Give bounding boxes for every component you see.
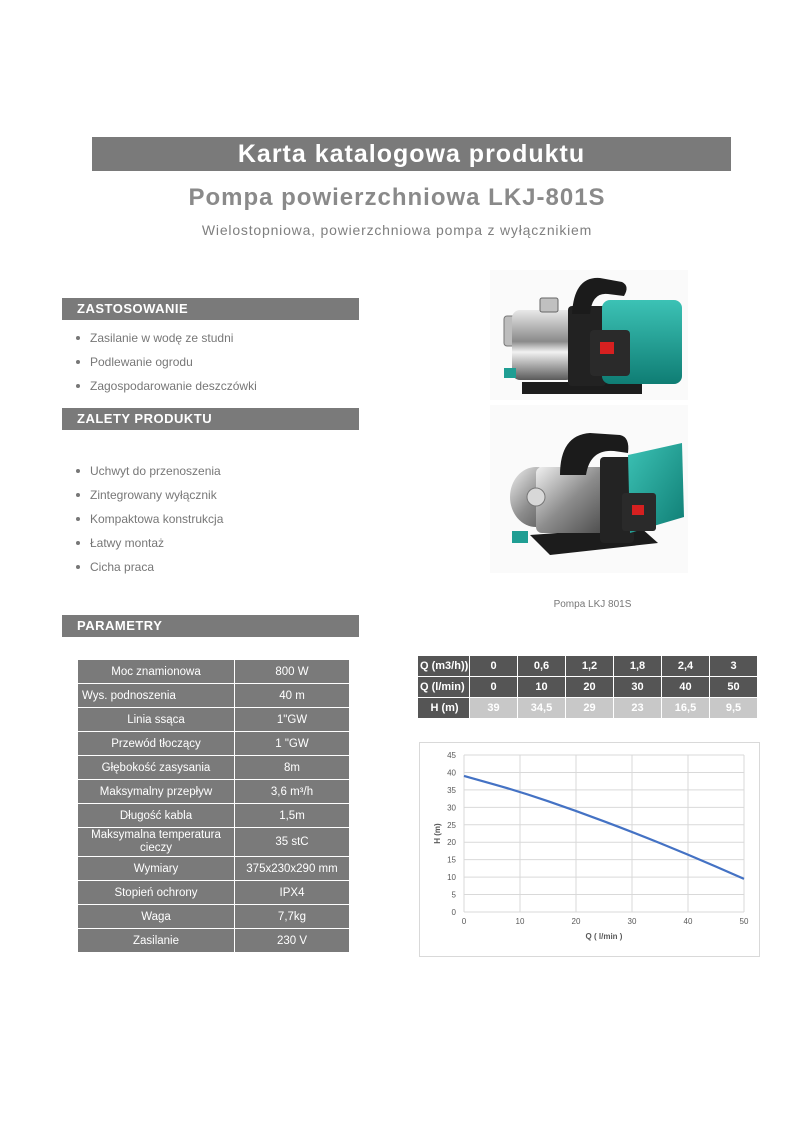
table-cell: 39 xyxy=(470,698,518,719)
list-item: Zagospodarowanie deszczówki xyxy=(76,374,257,398)
table-row xyxy=(78,905,350,929)
table-cell: 2,4 xyxy=(662,656,710,677)
pump-curve-svg xyxy=(420,743,759,956)
table-cell: 16,5 xyxy=(662,698,710,719)
bullet-icon xyxy=(76,360,80,364)
param-value: 1"GW xyxy=(235,708,350,732)
table-cell: 3 xyxy=(710,656,758,677)
product-name: Pompa powierzchniowa LKJ-801S xyxy=(188,184,606,211)
bullet-icon xyxy=(76,517,80,521)
y-tick-label: 15 xyxy=(447,855,456,865)
table-cell: 20 xyxy=(566,677,614,698)
x-tick-label: 50 xyxy=(739,917,749,926)
table-row xyxy=(78,780,350,804)
list-item: Łatwy montaż xyxy=(76,531,223,555)
table-cell: 0 xyxy=(470,656,518,677)
param-label: Zasilanie xyxy=(78,929,235,953)
x-tick-label: 0 xyxy=(461,917,467,926)
param-label: Wys. podnoszenia xyxy=(78,684,235,708)
table-row xyxy=(78,881,350,905)
table-row xyxy=(418,698,758,719)
x-axis-label: Q ( l/min ) xyxy=(585,932,623,941)
param-label: Długość kabla xyxy=(78,804,235,828)
flow-head-table xyxy=(417,655,758,719)
param-value: 40 m xyxy=(235,684,350,708)
table-row xyxy=(418,677,758,698)
param-label: Maksymalna temperatura cieczy xyxy=(78,828,235,857)
param-value: 800 W xyxy=(235,660,350,684)
param-value: 35 stC xyxy=(235,828,350,857)
y-tick-label: 40 xyxy=(447,768,456,778)
param-value: IPX4 xyxy=(235,881,350,905)
x-tick-label: 20 xyxy=(571,917,581,926)
list-item: Zintegrowany wyłącznik xyxy=(76,483,223,507)
zastosowanie-list xyxy=(76,326,257,398)
table-row xyxy=(78,732,350,756)
table-cell: 1,8 xyxy=(614,656,662,677)
bullet-icon xyxy=(76,384,80,388)
param-value: 1,5m xyxy=(235,804,350,828)
param-value: 375x230x290 mm xyxy=(235,857,350,881)
param-value: 3,6 m³/h xyxy=(235,780,350,804)
series-line xyxy=(464,776,744,879)
image-caption: Pompa LKJ 801S xyxy=(553,599,632,610)
list-item: Podlewanie ogrodu xyxy=(76,350,257,374)
table-cell: 50 xyxy=(710,677,758,698)
product-tagline: Wielostopniowa, powierzchniowa pompa z wyłącznikiem xyxy=(201,222,593,238)
section-heading-zalety: ZALETY PRODUKTU xyxy=(62,408,359,430)
table-cell: 23 xyxy=(614,698,662,719)
table-cell: 10 xyxy=(518,677,566,698)
param-label: Przewód tłoczący xyxy=(78,732,235,756)
table-row xyxy=(78,804,350,828)
pump-angled-illustration xyxy=(490,405,688,573)
table-row xyxy=(78,828,350,857)
table-cell: 1,2 xyxy=(566,656,614,677)
bullet-icon xyxy=(76,541,80,545)
table-cell: 30 xyxy=(614,677,662,698)
param-value: 230 V xyxy=(235,929,350,953)
pump-curve-chart xyxy=(419,742,760,957)
bullet-icon xyxy=(76,565,80,569)
y-axis-label: H (m) xyxy=(433,823,442,844)
table-row xyxy=(78,684,350,708)
list-item: Kompaktowa konstrukcja xyxy=(76,507,223,531)
x-tick-label: 10 xyxy=(515,917,525,926)
y-tick-label: 25 xyxy=(447,820,456,830)
pump-photo-angled xyxy=(490,405,688,573)
table-cell: 29 xyxy=(566,698,614,719)
table-row xyxy=(78,708,350,732)
y-tick-label: 35 xyxy=(447,785,456,795)
param-label: Linia ssąca xyxy=(78,708,235,732)
section-heading-parametry: PARAMETRY xyxy=(62,615,359,637)
row-label: Q (l/min) xyxy=(418,677,470,698)
list-item: Uchwyt do przenoszenia xyxy=(76,459,223,483)
table-row xyxy=(78,660,350,684)
table-row xyxy=(78,857,350,881)
param-label: Wymiary xyxy=(78,857,235,881)
y-tick-label: 45 xyxy=(447,751,456,760)
table-cell: 34,5 xyxy=(518,698,566,719)
param-value: 8m xyxy=(235,756,350,780)
param-label: Stopień ochrony xyxy=(78,881,235,905)
table-cell: 0,6 xyxy=(518,656,566,677)
param-value: 7,7kg xyxy=(235,905,350,929)
bullet-icon xyxy=(76,336,80,340)
param-label: Moc znamionowa xyxy=(78,660,235,684)
pump-side-illustration xyxy=(490,270,688,400)
param-value: 1 "GW xyxy=(235,732,350,756)
x-tick-label: 40 xyxy=(683,917,693,926)
list-item: Cicha praca xyxy=(76,555,223,579)
param-label: Głębokość zasysania xyxy=(78,756,235,780)
x-tick-label: 30 xyxy=(627,917,637,926)
table-cell: 40 xyxy=(662,677,710,698)
section-heading-zastosowanie: ZASTOSOWANIE xyxy=(62,298,359,320)
bullet-icon xyxy=(76,493,80,497)
table-row xyxy=(78,929,350,953)
parameters-table xyxy=(77,659,350,953)
row-label: Q (m3/h)) xyxy=(418,656,470,677)
y-tick-label: 20 xyxy=(447,838,456,848)
y-tick-label: 10 xyxy=(447,873,456,883)
param-label: Maksymalny przepływ xyxy=(78,780,235,804)
bullet-icon xyxy=(76,469,80,473)
y-tick-label: 0 xyxy=(451,908,456,917)
table-row xyxy=(418,656,758,677)
table-row xyxy=(78,756,350,780)
table-cell: 0 xyxy=(470,677,518,698)
zalety-list xyxy=(76,459,223,579)
document-title: Karta katalogowa produktu xyxy=(92,137,731,171)
y-tick-label: 30 xyxy=(447,803,456,813)
table-cell: 9,5 xyxy=(710,698,758,719)
pump-photo-side xyxy=(490,270,688,400)
list-item: Zasilanie w wodę ze studni xyxy=(76,326,257,350)
y-tick-label: 5 xyxy=(451,890,456,900)
row-label: H (m) xyxy=(418,698,470,719)
param-label: Waga xyxy=(78,905,235,929)
